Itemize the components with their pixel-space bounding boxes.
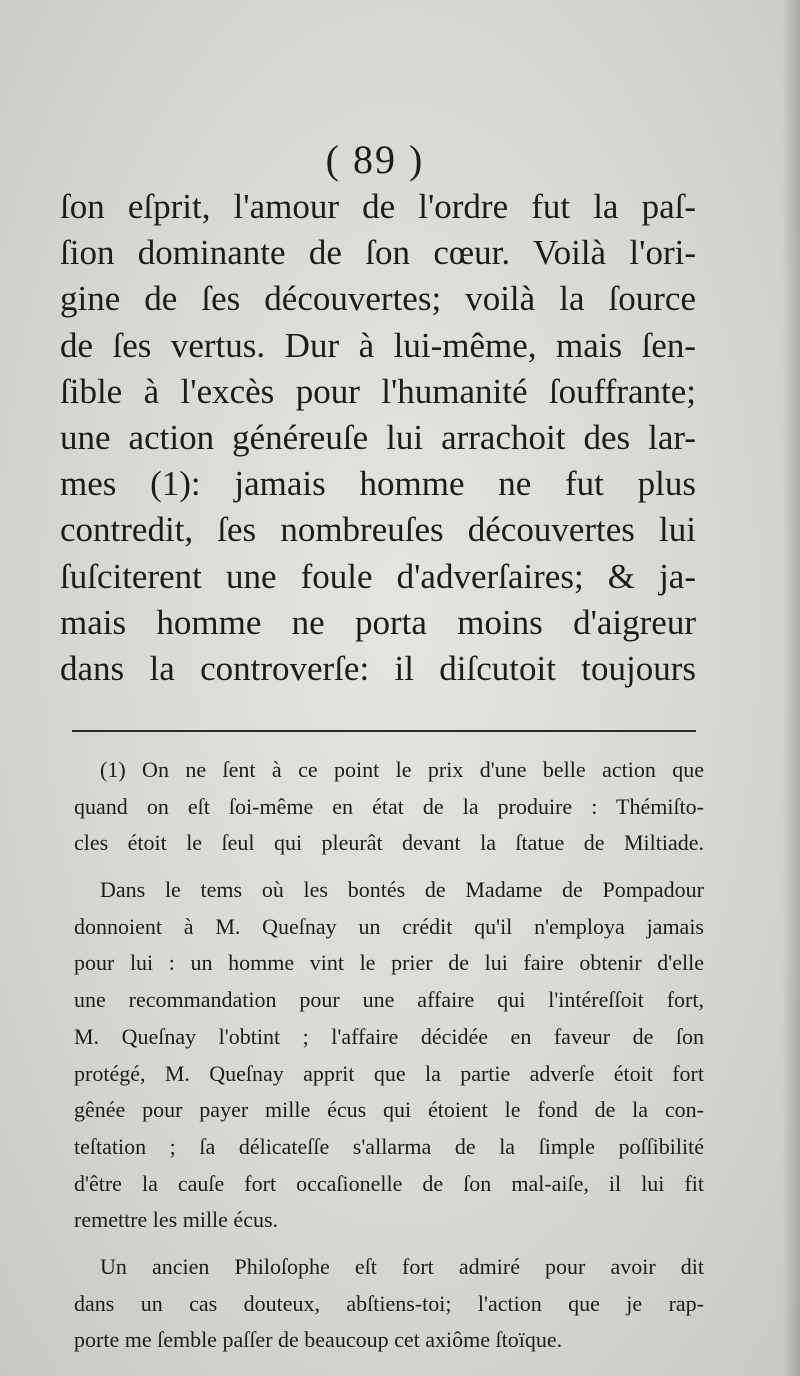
text-line: ſon eſprit, l'amour de l'ordre fut la paſ-: [60, 187, 696, 226]
text-line: dans la controverſe: il diſcutoit toujours: [60, 648, 696, 688]
footnote-line: remettre les mille écus.: [74, 1207, 279, 1233]
main-text-block: [60, 184, 696, 692]
footnote-line: porte me ſemble paſſer de beaucoup cet axiôme ſtoïque.: [74, 1327, 563, 1353]
footnote-line: Un ancien Philoſophe eſt fort admiré pour avoir dit: [100, 1253, 704, 1279]
footnote-line: pour lui : un homme vint le prier de lui faire obtenir d'elle: [74, 950, 704, 976]
text-line: mais homme ne porta moins d'aigreur: [60, 602, 696, 642]
footnote-line: (1) On ne ſent à ce point le prix d'une belle action que: [100, 757, 704, 782]
footnote-line: une recommandation pour une affaire qui l'intéreſſoit fort,: [74, 987, 704, 1013]
footnote-line: teſtation ; ſa délicateſſe s'allarma de la ſimple poſſibilité: [74, 1133, 704, 1159]
text-line: ſion dominante de ſon cœur. Voilà l'ori-: [60, 233, 696, 273]
footnote-line: gênée pour payer mille écus qui étoient le fond de la con-: [74, 1097, 704, 1123]
page-edge-shadow: [782, 0, 800, 1376]
footnote-separator-rule: [72, 730, 696, 732]
footnote-line: dans un cas douteux, abſtiens-toi; l'action que je rap-: [74, 1290, 704, 1316]
text-line: mes (1): jamais homme ne fut plus: [60, 464, 696, 504]
footnote-line: d'être la cauſe fort occaſionelle de ſon mal-aiſe, il lui fit: [74, 1170, 704, 1196]
page-number: ( 89 ): [325, 137, 425, 182]
footnote-line: quand on eſt ſoi-même en état de la produire : Thémiſto-: [74, 793, 704, 819]
footnote-anecdote: [74, 872, 704, 1239]
footnote-line: Dans le tems où les bontés de Madame de Pompadour: [100, 877, 704, 903]
footnote-1: [74, 752, 704, 862]
footnote-line: protégé, M. Queſnay apprit que la partie adverſe étoit fort: [74, 1060, 704, 1086]
footnote-line: donnoient à M. Queſnay un crédit qu'il n'employa jamais: [74, 913, 704, 939]
footnote-philosophe: [74, 1249, 704, 1359]
text-line: ſible à l'excès pour l'humanité ſouffrante;: [60, 371, 696, 411]
text-line: de ſes vertus. Dur à lui-même, mais ſen-: [60, 325, 696, 365]
text-line: contredit, ſes nombreuſes découvertes lui: [60, 510, 696, 550]
text-line: gine de ſes découvertes; voilà la ſource: [60, 279, 696, 319]
footnote-line: cles étoit le ſeul qui pleurât devant la ſtatue de Miltiade.: [74, 830, 704, 856]
footnote-line: M. Queſnay l'obtint ; l'affaire décidée en faveur de ſon: [74, 1023, 704, 1049]
text-line: une action généreuſe lui arrachoit des lar-: [60, 417, 696, 457]
text-line: ſuſciterent une foule d'adverſaires; & ja-: [60, 556, 696, 596]
footnotes-block: [74, 752, 704, 1359]
